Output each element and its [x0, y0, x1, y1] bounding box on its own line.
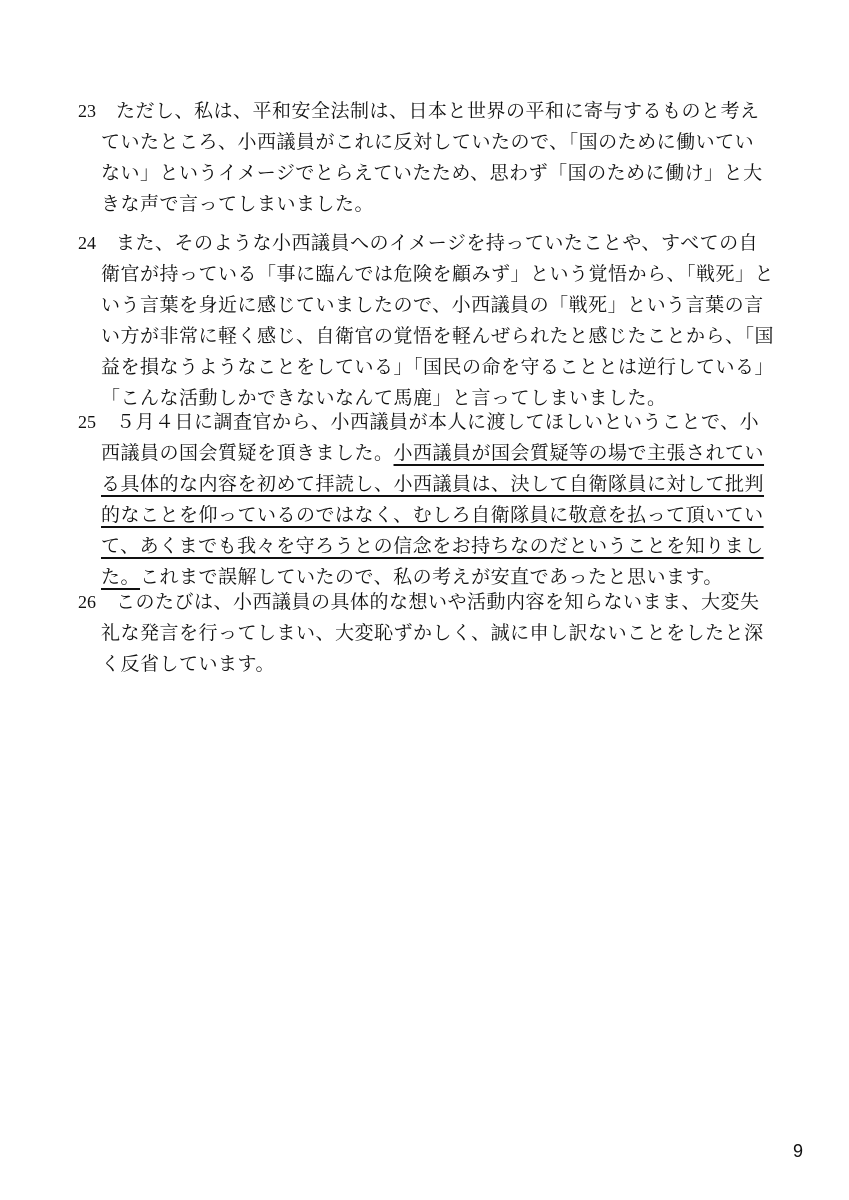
paragraph-23: [78, 96, 778, 220]
paragraph-25: [78, 407, 778, 593]
page-number: 9: [792, 1141, 803, 1161]
paragraph-number: 23: [78, 101, 96, 121]
paragraph-line: 益を損なうようなことをしている」「国民の命を守ることとは逆行している」: [101, 356, 775, 378]
paragraph-line: [78, 407, 778, 438]
paragraph-line: [78, 587, 778, 618]
underlined-text: る具体的な内容を初めて拝読し、小西議員は、決して自衛隊員に対して批判: [101, 473, 765, 495]
paragraph-24: [78, 228, 778, 414]
paragraph-line: [78, 531, 778, 562]
paragraph-line: いう言葉を身近に感じていましたので、小西議員の「戦死」という言葉の言: [101, 294, 764, 316]
paragraph-number: 25: [78, 412, 96, 432]
paragraph-line: 衛官が持っている「事に臨んでは危険を顧みず」という覚悟から、「戦死」と: [101, 263, 775, 285]
paragraph-26: [78, 587, 778, 680]
paragraph-text: ただし、私は、平和安全法制は、日本と世界の平和に寄与するものと考え: [116, 100, 760, 122]
paragraph-line: ない」というイメージでとらえていたため、思わず「国のために働け」と大: [101, 162, 763, 184]
paragraph-text: このたびは、小西議員の具体的な想いや活動内容を知らないまま、大変失: [116, 591, 760, 613]
underlined-text: 小西議員が国会質疑等の場で主張されてい: [393, 442, 765, 464]
paragraph-line: きな声で言ってしまいました。: [101, 193, 375, 215]
underlined-text: た。: [101, 566, 141, 588]
paragraph-text: ５月４日に調査官から、小西議員が本人に渡してほしいということで、小: [116, 411, 760, 433]
paragraph-text: また、そのような小西議員へのイメージを持っていたことや、すべての自: [116, 232, 759, 254]
paragraph-line: [78, 438, 778, 469]
underlined-text: て、あくまでも我々を守ろうとの信念をお持ちなのだということを知りまし: [101, 535, 764, 557]
paragraph-line: 「こんな活動しかできないなんて馬鹿」と言ってしまいました。: [101, 387, 667, 409]
paragraph-line: 礼な発言を行ってしまい、大変恥ずかしく、誠に申し訳ないことをしたと深: [101, 622, 764, 644]
paragraph-line: く反省しています。: [101, 653, 275, 675]
paragraph-line: [78, 500, 778, 531]
paragraph-line: ていたところ、小西議員がこれに反対していたので、「国のために働いてい: [101, 131, 755, 153]
paragraph-text: これまで誤解していたので、私の考えが安直であったと思います。: [140, 566, 723, 588]
paragraph-line: [78, 96, 778, 127]
paragraph-text: 西議員の国会質疑を頂きました。: [101, 442, 394, 464]
paragraph-number: 24: [78, 233, 96, 253]
paragraph-line: い方が非常に軽く感じ、自衛官の覚悟を軽んぜられたと感じたことから、「国: [101, 325, 775, 347]
paragraph-line: [78, 228, 778, 259]
underlined-text: 的なことを仰っているのではなく、むしろ自衛隊員に敬意を払って頂いてい: [101, 504, 764, 526]
paragraph-number: 26: [78, 592, 96, 612]
paragraph-line: [78, 469, 778, 500]
